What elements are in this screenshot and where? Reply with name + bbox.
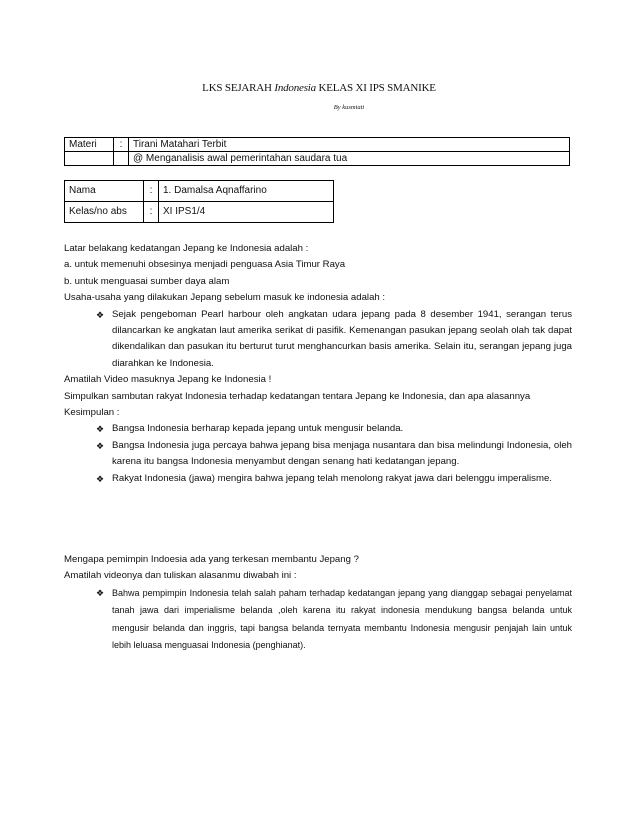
paragraph-amatilah: Amatilah Video masuknya Jepang ke Indonesia ! [64,374,272,386]
kelas-label: Kelas/no abs [65,202,144,223]
list-item-text: Bangsa Indonesia berharap kepada jepang untuk mengusir belanda. [112,423,404,435]
title-part2: KELAS XI IPS SMANIKE [318,82,436,94]
materi-empty-cell [65,152,114,166]
bullet-icon: ❖ [96,473,105,484]
paragraph-a: a. untuk memenuhi obsesinya menjadi penguasa Asia Timur Raya [64,259,346,271]
worksheet-body-part2 [64,552,572,655]
materi-sep: : [114,138,129,152]
paragraph-mengapa: Mengapa pemimpin Indoesia ada yang terkesan membantu Jepang ? [64,554,359,565]
materi-label: Materi [65,138,114,152]
kelas-value: XI IPS1/4 [159,202,334,223]
nama-sep: : [144,181,159,202]
bullet-icon: ❖ [96,424,105,435]
list-item-text: Bangsa Indonesia juga percaya bahwa jepang bisa menjaga nusantara dan bisa melindungi Indonesia, oleh karena itu bangsa Indonesia menyambut dengan senang hati kedatangan jepang. [112,439,572,468]
list-item [64,585,572,655]
paragraph-latar: Latar belakang kedatangan Jepang ke Indonesia adalah : [64,243,309,254]
materi-topic: Tirani Matahari Terbit [129,138,570,152]
list-item-text: Sejak pengeboman Pearl harbour oleh angkatan udara jepang pada 8 desember 1941, serangan terus dilancarkan ke angkatan laut amerika serikat di pasifik. Kemenangan pasukan jepang seolah olah tak dapat dikendalikan dan pasukan itu berturut turut menghancurkan basis amerika. Selain itu, serangan jepang juga diarahkan ke Indonesia. [112,308,572,369]
materi-empty-sep [114,152,129,166]
list-item [64,471,572,487]
title-part1: LKS SEJARAH [202,82,272,94]
list-item-text: Bahwa pempimpin Indonesia telah salah paham terhadap kedatangan jepang yang dianggap sebagai penyelamat tanah jawa dari imperialisme belanda ,oleh karena itu rakyat indonesia mendukung bangsa belanda untuk mengusir belanda dan inggris, tapi bangsa belanda ternyata membantu Indonesia mengusir penjajah lain untuk lebih leluasa menguasai Indonesia (penghianat). [112,587,572,651]
worksheet-body [64,241,572,487]
document-author: By kusmiati [333,104,365,111]
bullet-icon: ❖ [96,309,105,320]
paragraph-usaha: Usaha-usaha yang dilakukan Jepang sebelum masuk ke indonesia adalah : [64,292,386,304]
kelas-sep: : [144,202,159,223]
paragraph-simpulkan: Simpulkan sambutan rakyat Indonesia terhadap kedatangan tentara Jepang ke Indonesia, dan apa alasannya [64,390,531,402]
list-item [64,438,572,471]
title-italic: Indonesia [274,82,316,94]
nama-value: 1. Damalsa Aqnaffarino [159,181,334,202]
nama-label: Nama [65,181,144,202]
materi-objective: @ Menganalisis awal pemerintahan saudara tua [129,152,570,166]
bullet-icon: ❖ [96,440,105,451]
list-item-text: Rakyat Indonesia (jawa) mengira bahwa jepang telah menolong rakyat jawa dari belenggu imperalisme. [112,472,552,484]
materi-table [64,137,570,166]
paragraph-instruksi: Amatilah videonya dan tuliskan alasanmu diwabah ini : [64,570,297,582]
list-item [64,421,572,437]
bullet-icon: ❖ [96,587,105,598]
paragraph-kesimpulan: Kesimpulan : [64,407,120,419]
paragraph-b: b. untuk menguasai sumber daya alam [64,275,230,287]
list-item [64,307,572,373]
student-info-table [64,180,334,223]
document-title [0,82,638,94]
